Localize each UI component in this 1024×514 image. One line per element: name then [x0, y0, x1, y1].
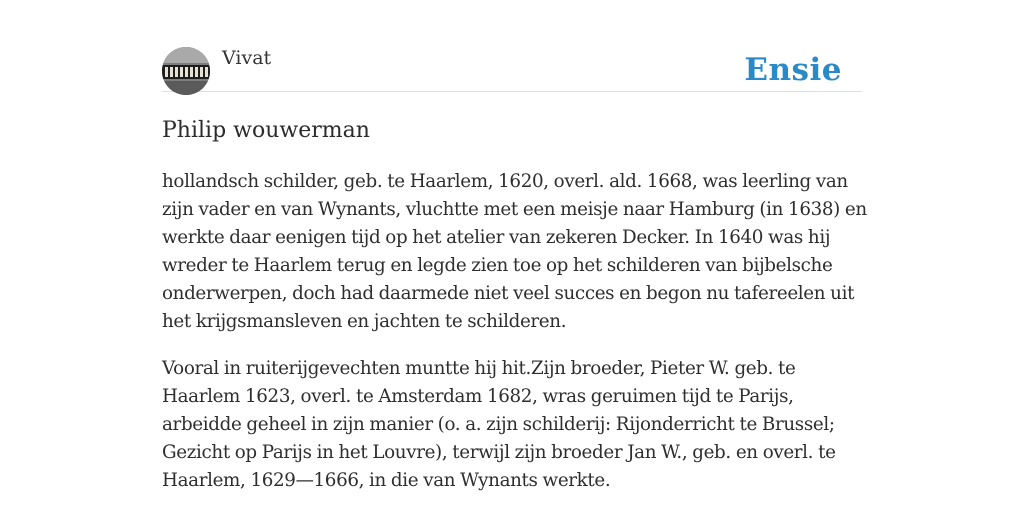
header — [162, 0, 862, 92]
paragraph-1: hollandsch schilder, geb. te Haarlem, 1620, overl. ald. 1668, was leerling van zijn vader en van Wynants, vluchtte met een meisje naar Hamburg (in 1638) en werkte daar eenigen tijd op het atelier van zekeren Decker. In 1640 was hij wreder te Haarlem terug en legde zien toe op het schilderen van bijbelsche onderwerpen, doch had daarmede niet veel succes en begon nu tafereelen uit het krijgsmansleven en jachten te schilderen. — [162, 171, 867, 332]
article-body — [162, 168, 868, 514]
ensie-logo[interactable]: Ensie — [744, 52, 842, 88]
avatar[interactable] — [162, 47, 210, 95]
page — [162, 0, 867, 491]
paragraph-2: Vooral in ruiterijgevechten muntte hij hit.Zijn broeder, Pieter W. geb. te Haarlem 1623, overl. te Amsterdam 1682, wras geruimen tijd te Parijs, arbeidde geheel in zijn manier (o. a. zijn schilderij: Rijonderricht te Brussel; Gezicht op Parijs in het Louvre), terwijl zijn broeder Jan W., geb. en overl. te Haarlem, 1629—1666, in die van Wynants werkte. — [162, 358, 836, 491]
page-title: Philip wouwerman — [162, 118, 370, 143]
typewriter-keys-icon — [162, 47, 210, 95]
author-name[interactable]: Vivat — [222, 47, 272, 69]
